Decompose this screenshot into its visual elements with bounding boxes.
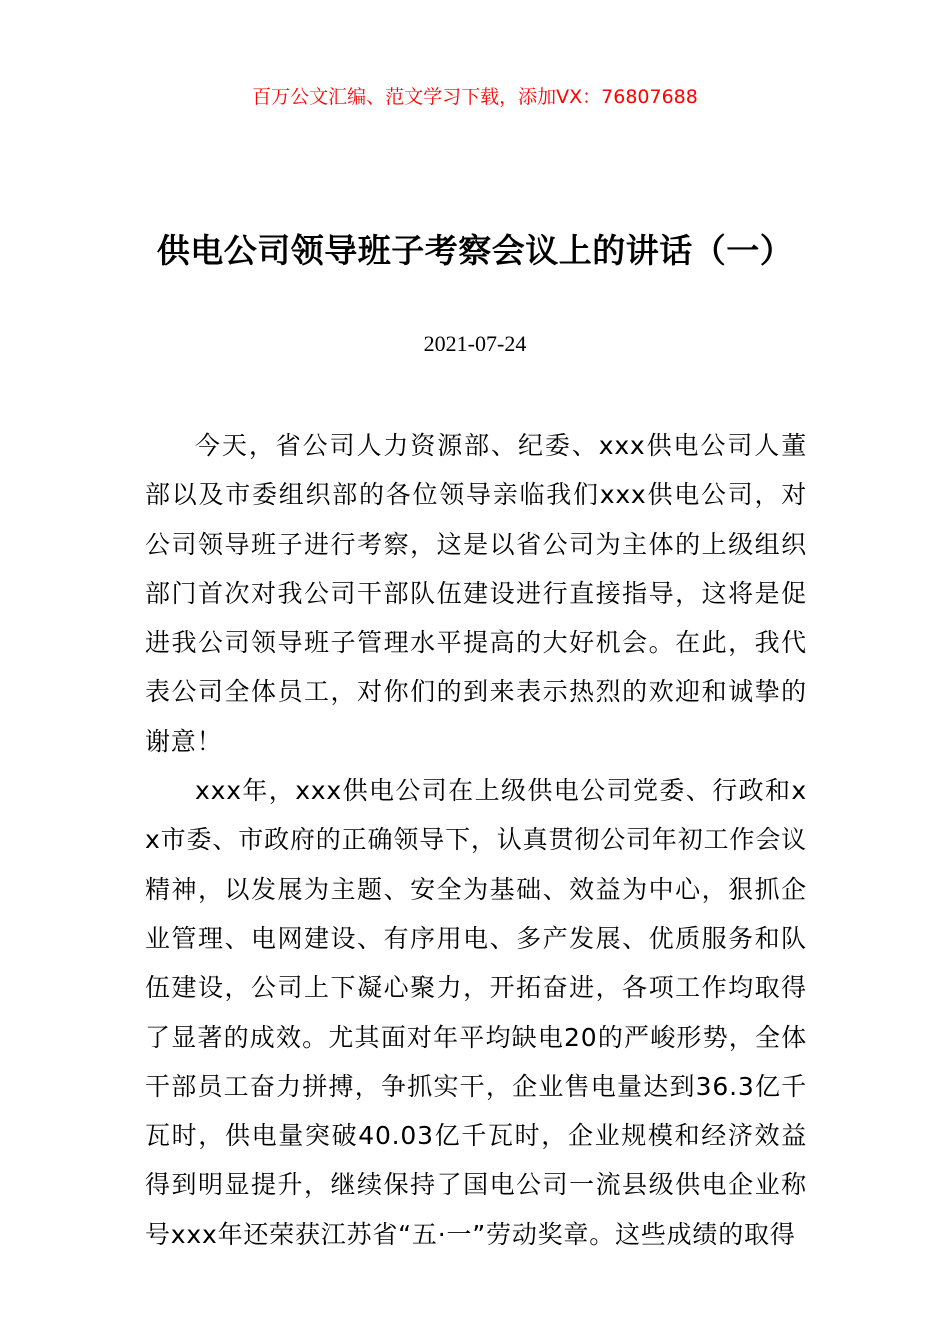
- header-banner: 百万公文汇编、范文学习下载，添加VX：76807688: [252, 86, 698, 108]
- paragraph: 今天，省公司人力资源部、纪委、xxx供电公司人董部以及市委组织部的各位领导亲临我们xxx供电公司，对公司领导班子进行考察，这是以省公司为主体的上级组织部门首次对我公司干部队伍建设进行直接指导，这将是促进我公司领导班子管理水平提高的大好机会。在此，我代表公司全体员工，对你们的到来表示热烈的欢迎和诚挚的谢意！: [145, 431, 807, 756]
- paragraph: xxx年，xxx供电公司在上级供电公司党委、行政和xx市委、市政府的正确领导下，认真贯彻公司年初工作会议精神，以发展为主题、安全为基础、效益为中心，狠抓企业管理、电网建设、有序用电、多产发展、优质服务和队伍建设，公司上下凝心聚力，开拓奋进，各项工作均取得了显著的成效。尤其面对年平均缺电20的严峻形势，全体干部员工奋力拼搏，争抓实干，企业售电量达到36.3亿千瓦时，供电量突破40.03亿千瓦时，企业规模和经济效益得到明显提升，继续保持了国电公司一流县级供电企业称号xxx年还荣获江苏省“五·一”劳动奖章。这些成绩的取得: [145, 776, 807, 1249]
- document-title: 供电公司领导班子考察会议上的讲话（一）: [156, 231, 794, 270]
- document-date: 2021-07-24: [423, 331, 527, 356]
- document-body: [145, 421, 807, 1259]
